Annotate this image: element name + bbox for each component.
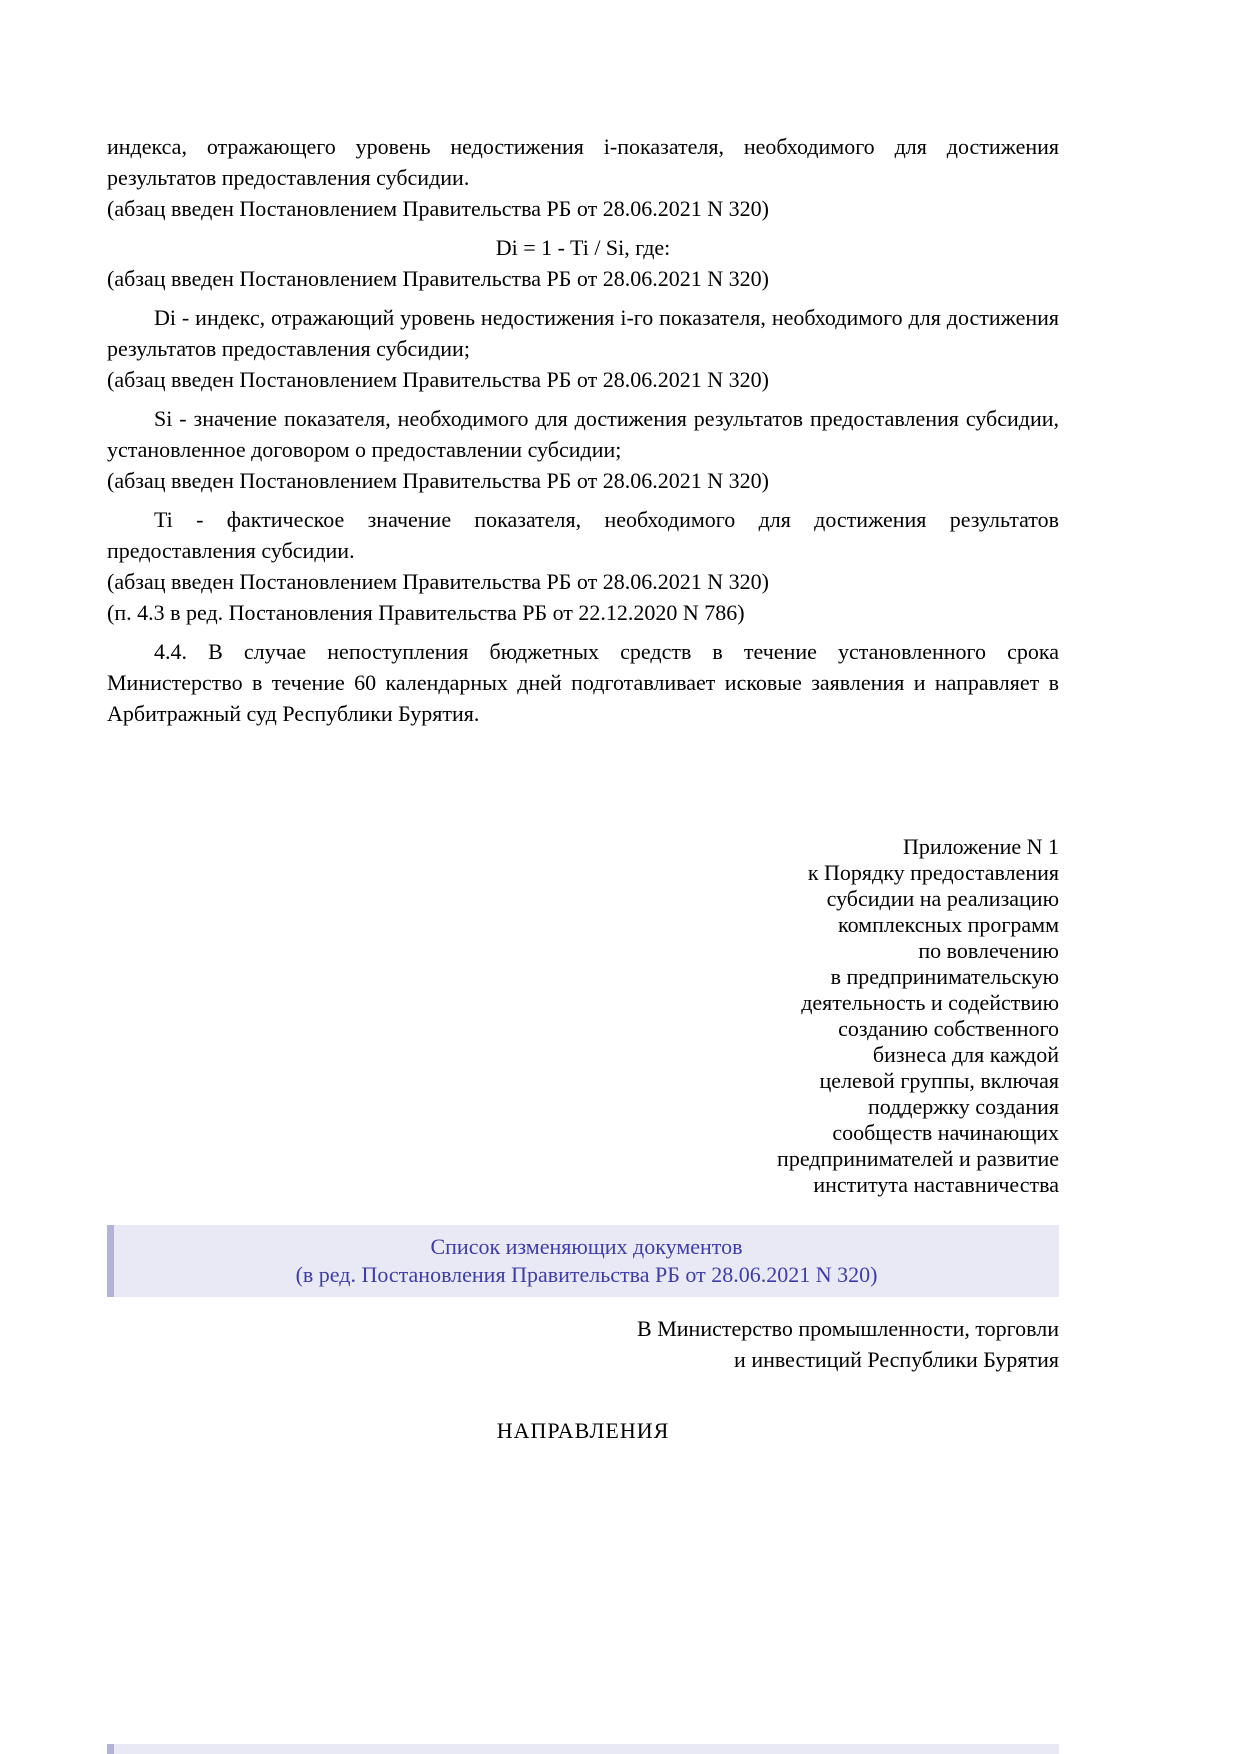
document-content [107,131,1059,1446]
amendments-box-partial [107,1744,1059,1754]
paragraph-group-44 [107,636,1059,729]
appendix-line: Приложение N 1 [903,834,1059,859]
formula-text: Di = 1 - Ti / Si, где: [495,235,671,260]
revision-note: (п. 4.3 в ред. Постановления Правительства РБ от 22.12.2020 N 786) [107,600,745,625]
appendix-line: деятельность и содействию [801,990,1059,1015]
amendment-note: (абзац введен Постановлением Правительства РБ от 28.06.2021 N 320) [107,569,769,594]
appendix-line: предпринимателей и развитие [777,1146,1059,1171]
amendments-box-title: Список изменяющих документов [430,1234,743,1259]
paragraph-44: 4.4. В случае непоступления бюджетных средств в течение установленного срока Министерство в течение 60 календарных дней подготавливает исковые заявления и направляет в Арбитражный суд Республики Бурятия. [107,639,1059,726]
appendix-line: целевой группы, включая [819,1068,1059,1093]
amendment-note: (абзац введен Постановлением Правительства РБ от 28.06.2021 N 320) [107,196,769,221]
paragraph-intro: индекса, отражающего уровень недостижения i-показателя, необходимого для достижения результатов предоставления субсидии. [107,134,1059,190]
amendment-note: (абзац введен Постановлением Правительства РБ от 28.06.2021 N 320) [107,367,769,392]
appendix-line: субсидии на реализацию [826,886,1059,911]
paragraph-group-formula [107,232,1059,294]
amendments-box-edition: (в ред. Постановления Правительства РБ от 28.06.2021 N 320) [295,1262,878,1287]
appendix-line: по вовлечению [918,938,1059,963]
paragraph-di: Di - индекс, отражающий уровень недостижения i-го показателя, необходимого для достижения результатов предоставления субсидии; [107,305,1059,361]
ministry-line: В Министерство промышленности, торговли [637,1316,1059,1341]
appendix-line: поддержку создания [867,1094,1059,1119]
appendix-line: сообществ начинающих [832,1120,1059,1145]
ministry-line: и инвестиций Республики Бурятия [734,1347,1059,1372]
appendix-line: комплексных программ [838,912,1059,937]
paragraph-si: Si - значение показателя, необходимого для достижения результатов предоставления субсидии, установленное договором о предоставлении субсидии; [107,406,1059,462]
ministry-address-block [107,1313,1059,1375]
amendment-note: (абзац введен Постановлением Правительства РБ от 28.06.2021 N 320) [107,468,769,493]
appendix-line: к Порядку предоставления [807,860,1059,885]
paragraph-group-intro [107,131,1059,224]
paragraph-ti: Ti - фактическое значение показателя, необходимого для достижения результатов предоставления субсидии. [107,507,1059,563]
appendix-line: бизнеса для каждой [872,1042,1059,1067]
appendix-line: созданию собственного [838,1016,1059,1041]
appendix-line: института наставничества [813,1172,1059,1197]
paragraph-group-ti [107,504,1059,628]
section-heading: НАПРАВЛЕНИЯ [496,1418,670,1443]
appendix-line: в предпринимательскую [830,964,1059,989]
amendment-note: (абзац введен Постановлением Правительства РБ от 28.06.2021 N 320) [107,266,769,291]
paragraph-group-di [107,302,1059,395]
appendix-header-block [107,834,1059,1198]
amendments-box [107,1225,1059,1297]
paragraph-group-si [107,403,1059,496]
